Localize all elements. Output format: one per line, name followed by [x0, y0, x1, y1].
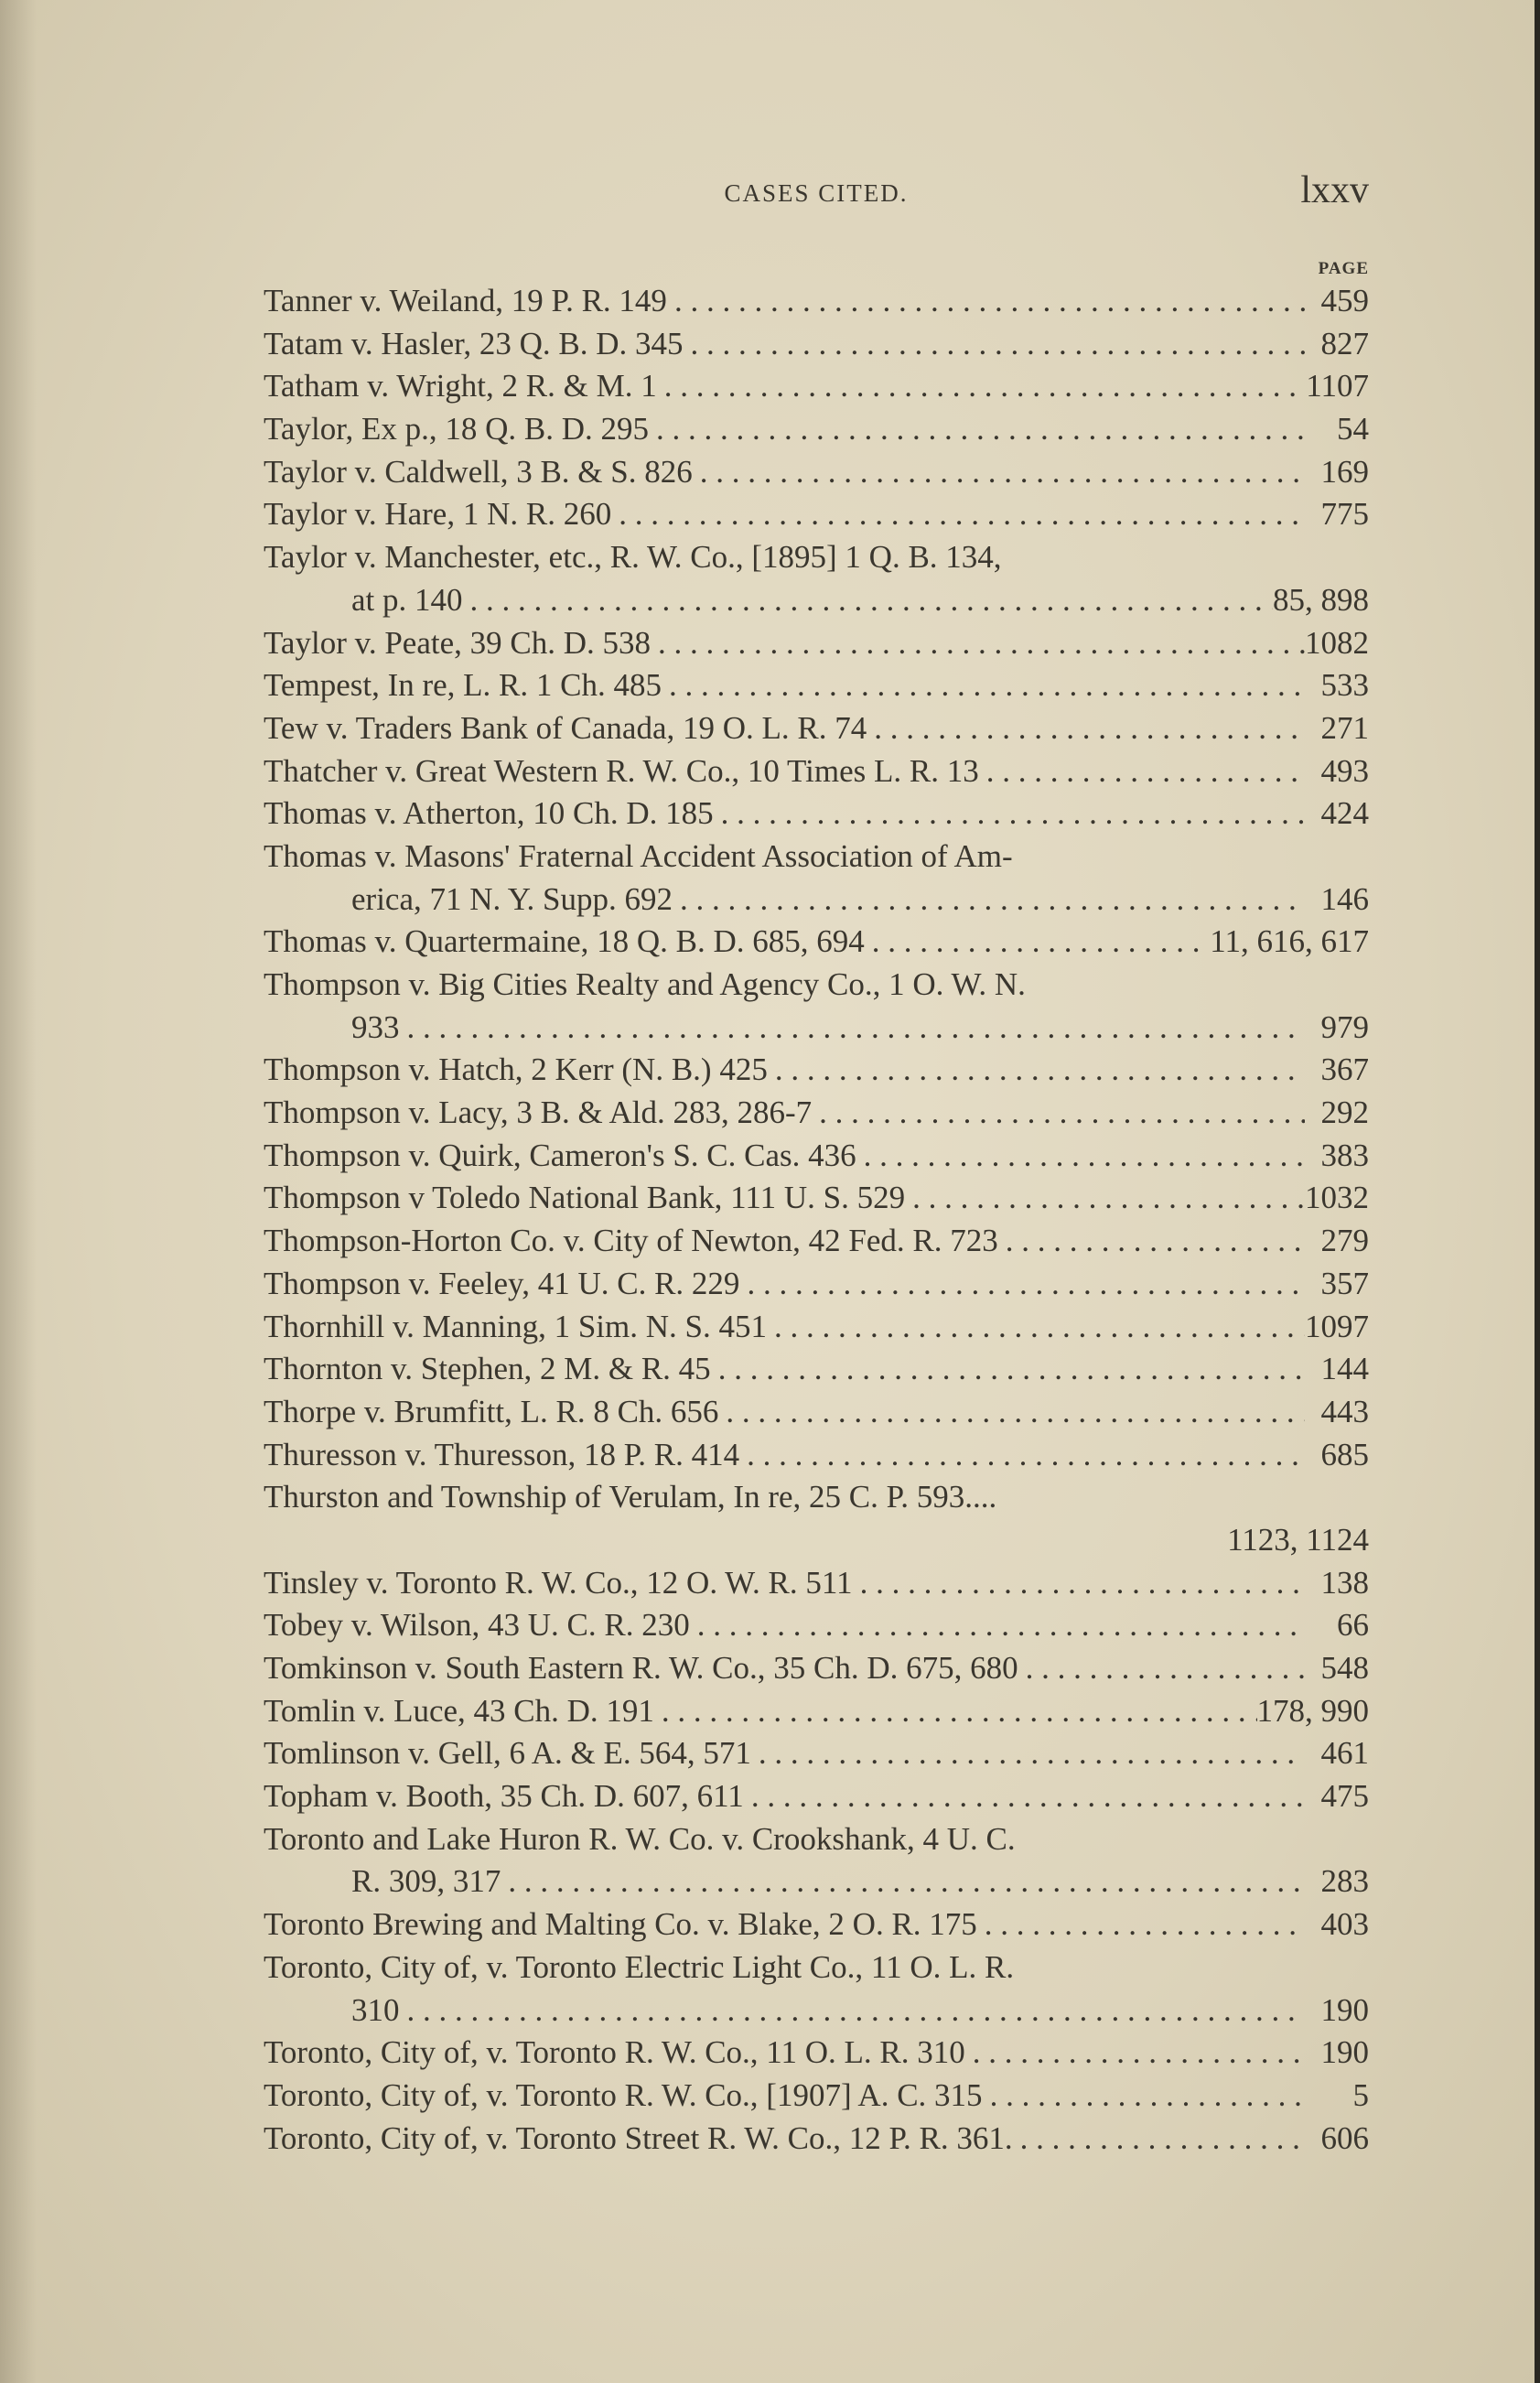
dot-leader [744, 1775, 1305, 1818]
dot-leader [983, 2075, 1305, 2118]
case-page-ref: 169 [1320, 453, 1369, 490]
case-entry [264, 1434, 1369, 1477]
case-page-ref: 493 [1320, 752, 1369, 789]
case-entry [264, 451, 1369, 494]
dot-leader [651, 622, 1305, 665]
dot-leader [654, 1690, 1257, 1733]
case-page-ref: 138 [1320, 1564, 1369, 1601]
dot-leader [867, 707, 1305, 750]
case-entry [264, 1732, 1369, 1775]
dot-leader [667, 280, 1305, 323]
case-page-ref: 357 [1320, 1265, 1369, 1301]
case-citation: 933 [351, 1008, 400, 1045]
case-page-ref: 459 [1320, 283, 1369, 318]
case-citation: Thornton v. Stephen, 2 M. & R. 45 [264, 1351, 711, 1387]
case-citation: Thornhill v. Manning, 1 Sim. N. S. 451 [264, 1308, 767, 1344]
case-citation: Toronto, City of, v. Toronto Electric Light Co., 11 O. L. R. [264, 1948, 1015, 1985]
dot-leader [767, 1306, 1305, 1349]
case-page-ref: 11, 616, 617 [1210, 923, 1369, 960]
dot-leader [768, 1049, 1305, 1092]
case-page-ref: 279 [1320, 1223, 1369, 1259]
case-list [264, 280, 1369, 2160]
case-citation: Thomas v. Atherton, 10 Ch. D. 185 [264, 795, 714, 832]
dot-leader [812, 1092, 1305, 1135]
dot-leader [998, 1220, 1305, 1263]
case-entry [264, 664, 1369, 707]
case-entry [264, 1220, 1369, 1263]
case-page-ref: 979 [1320, 1008, 1369, 1045]
case-citation: Thurston and Township of Verulam, In re, 25 C. P. 593.... [264, 1479, 997, 1515]
case-page-ref: 533 [1320, 667, 1369, 704]
case-citation: Tatam v. Hasler, 23 Q. B. D. 345 [264, 325, 684, 361]
case-entry [264, 1092, 1369, 1135]
case-entry [264, 1306, 1369, 1349]
case-entry [264, 1647, 1369, 1690]
case-citation: Tomlinson v. Gell, 6 A. & E. 564, 571 [264, 1735, 751, 1772]
case-page-ref: 1123, 1124 [1227, 1521, 1369, 1558]
case-citation: Tempest, In re, L. R. 1 Ch. 485 [264, 667, 662, 704]
case-entry [264, 1604, 1369, 1647]
dot-leader [662, 664, 1305, 707]
case-citation: Thompson v. Hatch, 2 Kerr (N. B.) 425 [264, 1051, 768, 1088]
dot-leader [649, 408, 1305, 451]
case-citation: Tanner v. Weiland, 19 P. R. 149 [264, 283, 667, 318]
case-citation: Thompson v. Big Cities Realty and Agency Co., 1 O. W. N. [264, 966, 1026, 1002]
case-entry [264, 2075, 1369, 2118]
case-entry [264, 793, 1369, 836]
case-page-ref: 1032 [1305, 1180, 1369, 1216]
dot-leader [673, 879, 1305, 922]
case-entry [264, 536, 1369, 621]
case-entry [264, 1690, 1369, 1733]
case-page-ref: 146 [1320, 880, 1369, 917]
case-citation: Toronto, City of, v. Toronto R. W. Co., [1907] A. C. 315 [264, 2076, 983, 2113]
dot-leader [856, 1135, 1305, 1178]
case-citation: Toronto, City of, v. Toronto Street R. W. Co., 12 P. R. 361. [264, 2119, 1013, 2156]
case-citation: Taylor v. Caldwell, 3 B. & S. 826 [264, 453, 693, 490]
case-citation: Tatham v. Wright, 2 R. & M. 1 [264, 368, 657, 404]
case-citation: at p. 140 [351, 581, 463, 618]
page-column-label: PAGE [1318, 259, 1369, 278]
case-page-ref: 424 [1320, 795, 1369, 832]
case-entry [264, 1348, 1369, 1391]
case-page-ref: 283 [1320, 1863, 1369, 1900]
case-citation: Taylor, Ex p., 18 Q. B. D. 295 [264, 411, 649, 447]
dot-leader [501, 1860, 1305, 1903]
case-page-ref: 1107 [1306, 368, 1369, 404]
case-citation: Topham v. Booth, 35 Ch. D. 607, 611 [264, 1778, 744, 1815]
case-entry [264, 493, 1369, 536]
case-page-ref: 475 [1320, 1778, 1369, 1815]
dot-leader [711, 1348, 1305, 1391]
case-entry [264, 1135, 1369, 1178]
case-citation: Thatcher v. Great Western R. W. Co., 10 Times L. R. 13 [264, 752, 979, 789]
case-page-ref: 178, 990 [1256, 1692, 1369, 1729]
page-edge [1535, 0, 1540, 2383]
dot-leader [853, 1562, 1305, 1605]
case-citation: Thompson v. Quirk, Cameron's S. C. Cas. 436 [264, 1137, 856, 1173]
case-entry [264, 323, 1369, 366]
case-entry [264, 1391, 1369, 1434]
gutter-shadow [0, 0, 37, 2383]
dot-leader [611, 493, 1305, 536]
case-entry [264, 1562, 1369, 1605]
dot-leader [400, 1989, 1306, 2033]
running-header [264, 163, 1369, 218]
dot-leader [739, 1263, 1305, 1306]
case-citation: Thomas v. Quartermaine, 18 Q. B. D. 685, 694 [264, 923, 865, 960]
case-citation: erica, 71 N. Y. Supp. 692 [351, 880, 673, 917]
case-page-ref: 190 [1320, 1991, 1369, 2028]
case-entry [264, 707, 1369, 750]
case-entry [264, 1818, 1369, 1903]
case-citation: Thompson v Toledo National Bank, 111 U. S. 529 [264, 1180, 906, 1216]
dot-leader [905, 1177, 1305, 1220]
case-page-ref: 548 [1320, 1650, 1369, 1686]
case-page-ref: 685 [1320, 1436, 1369, 1472]
case-citation: Thuresson v. Thuresson, 18 P. R. 414 [264, 1436, 740, 1472]
case-entry [264, 1177, 1369, 1220]
dot-leader [684, 323, 1305, 366]
case-citation: Taylor v. Peate, 39 Ch. D. 538 [264, 624, 651, 661]
case-entry [264, 836, 1369, 921]
dot-leader [979, 750, 1305, 793]
case-citation: 310 [351, 1991, 400, 2028]
case-entry [264, 2118, 1369, 2161]
page-number: lxxv [1300, 169, 1369, 211]
case-entry [264, 1946, 1369, 2032]
case-entry [264, 750, 1369, 793]
case-page-ref: 5 [1352, 2076, 1369, 2113]
dot-leader [977, 1903, 1305, 1946]
case-entry [264, 2032, 1369, 2075]
case-page-ref: 1097 [1305, 1308, 1369, 1344]
case-page-ref: 775 [1320, 496, 1369, 533]
dot-leader [690, 1604, 1305, 1647]
case-citation: Thorpe v. Brumfitt, L. R. 8 Ch. 656 [264, 1393, 719, 1429]
dot-leader [751, 1732, 1305, 1775]
case-entry [264, 622, 1369, 665]
case-citation: R. 309, 317 [351, 1863, 501, 1900]
case-page-ref: 190 [1320, 2034, 1369, 2071]
case-page-ref: 461 [1320, 1735, 1369, 1772]
dot-leader [693, 451, 1305, 494]
case-citation: Tinsley v. Toronto R. W. Co., 12 O. W. R. 511 [264, 1564, 853, 1601]
dot-leader [865, 921, 1211, 964]
case-citation: Tew v. Traders Bank of Canada, 19 O. L. R. 74 [264, 709, 867, 746]
case-citation: Taylor v. Manchester, etc., R. W. Co., [1895] 1 Q. B. 134, [264, 539, 1002, 576]
case-citation: Tomlin v. Luce, 43 Ch. D. 191 [264, 1692, 654, 1729]
dot-leader [463, 579, 1273, 622]
case-page-ref: 85, 898 [1273, 581, 1369, 618]
case-page-ref: 827 [1320, 325, 1369, 361]
case-page-ref: 66 [1337, 1607, 1369, 1644]
dot-leader [965, 2032, 1305, 2075]
case-citation: Tobey v. Wilson, 43 U. C. R. 230 [264, 1607, 690, 1644]
dot-leader [714, 793, 1305, 836]
case-page-ref: 606 [1320, 2119, 1369, 2156]
dot-leader [400, 1007, 1306, 1050]
case-citation: Thompson v. Lacy, 3 B. & Ald. 283, 286-7 [264, 1094, 813, 1131]
case-citation: Thompson-Horton Co. v. City of Newton, 42 Fed. R. 723 [264, 1223, 998, 1259]
case-entry [264, 921, 1369, 964]
case-page-ref: 144 [1320, 1351, 1369, 1387]
case-entry [264, 964, 1369, 1049]
case-entry [264, 408, 1369, 451]
dot-leader [1013, 2118, 1305, 2161]
case-page-ref: 292 [1320, 1094, 1369, 1131]
case-page-ref: 367 [1320, 1051, 1369, 1088]
dot-leader [657, 365, 1305, 408]
case-page-ref: 1082 [1305, 624, 1369, 661]
case-citation: Toronto Brewing and Malting Co. v. Blake, 2 O. R. 175 [264, 1906, 977, 1943]
case-page-ref: 443 [1320, 1393, 1369, 1429]
dot-leader [1018, 1647, 1305, 1690]
case-citation: Tomkinson v. South Eastern R. W. Co., 35 Ch. D. 675, 680 [264, 1650, 1018, 1686]
case-entry [264, 1049, 1369, 1092]
case-citation: Thomas v. Masons' Fraternal Accident Association of Am- [264, 837, 1013, 874]
case-entry [264, 1476, 1369, 1561]
case-citation: Thompson v. Feeley, 41 U. C. R. 229 [264, 1265, 740, 1301]
case-entry [264, 280, 1369, 323]
case-page-ref: 383 [1320, 1137, 1369, 1173]
case-entry [264, 1775, 1369, 1818]
case-entry [264, 1263, 1369, 1306]
running-header-title: CASES CITED. [724, 179, 909, 207]
case-citation: Taylor v. Hare, 1 N. R. 260 [264, 496, 612, 533]
case-entry [264, 1903, 1369, 1946]
dot-leader [718, 1391, 1305, 1434]
case-citation: Toronto and Lake Huron R. W. Co. v. Crookshank, 4 U. C. [264, 1820, 1016, 1857]
case-page-ref: 271 [1320, 709, 1369, 746]
case-page-ref: 54 [1337, 411, 1369, 447]
dot-leader [739, 1434, 1305, 1477]
case-entry [264, 365, 1369, 408]
case-page-ref: 403 [1320, 1906, 1369, 1943]
case-citation: Toronto, City of, v. Toronto R. W. Co., 11 O. L. R. 310 [264, 2034, 965, 2071]
